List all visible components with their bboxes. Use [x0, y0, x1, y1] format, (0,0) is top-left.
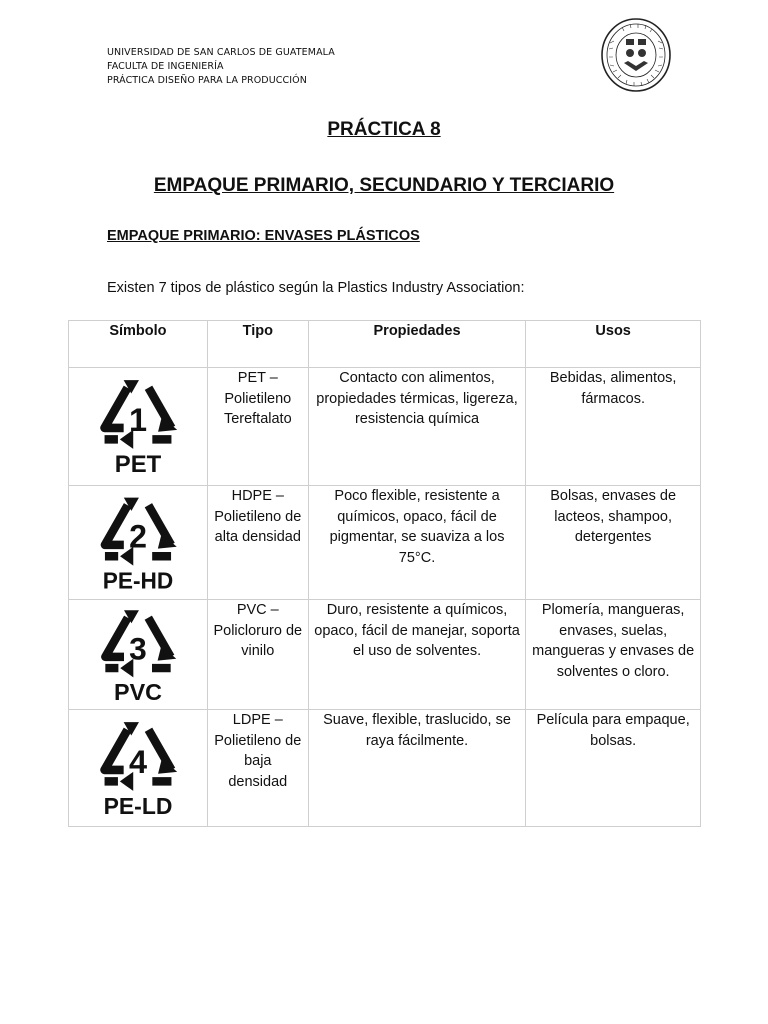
usos-cell: Bolsas, envases de lacteos, shampoo, detergentes: [526, 486, 701, 600]
column-header-tipo: Tipo: [207, 321, 308, 368]
university-seal-icon: [600, 17, 672, 93]
usos-cell: Película para empaque, bolsas.: [526, 710, 701, 827]
header-course: PRÁCTICA DISEÑO PARA LA PRODUCCIÓN: [107, 75, 307, 86]
header-university: UNIVERSIDAD DE SAN CARLOS DE GUATEMALA: [107, 47, 335, 58]
svg-text:PE-LD: PE-LD: [103, 792, 173, 819]
practice-subtitle: EMPAQUE PRIMARIO, SECUNDARIO Y TERCIARIO: [153, 175, 615, 196]
propiedades-cell: Poco flexible, resistente a químicos, opaco, fácil de pigmentar, se suaviza a los 75°C.: [308, 486, 526, 600]
document-header: [107, 46, 335, 88]
symbol-cell: [69, 710, 208, 827]
svg-text:3: 3: [129, 630, 147, 667]
practice-title: PRÁCTICA 8: [327, 119, 441, 140]
tipo-cell: LDPE – Polietileno de baja densidad: [207, 710, 308, 827]
tipo-cell: PVC – Policloruro de vinilo: [207, 600, 308, 710]
propiedades-cell: Suave, flexible, traslucido, se raya fácilmente.: [308, 710, 526, 827]
svg-text:PET: PET: [114, 450, 162, 478]
recycle-triangle-icon: [95, 492, 181, 594]
table-row: [69, 600, 701, 710]
svg-text:2: 2: [128, 518, 147, 555]
table-header-row: [69, 321, 701, 368]
propiedades-cell: Contacto con alimentos, propiedades térmicas, ligereza, resistencia química: [308, 368, 526, 486]
svg-text:4: 4: [128, 743, 147, 780]
section-heading: EMPAQUE PRIMARIO: ENVASES PLÁSTICOS: [107, 228, 420, 244]
intro-paragraph: Existen 7 tipos de plástico según la Plastics Industry Association:: [107, 280, 525, 296]
column-header-propiedades: Propiedades: [308, 321, 526, 368]
plastics-table: [68, 320, 701, 827]
column-header-simbolo: Símbolo: [69, 321, 208, 368]
recycle-triangle-icon: [96, 604, 180, 706]
column-header-usos: Usos: [526, 321, 701, 368]
header-faculty: FACULTA DE INGENIERÍA: [107, 61, 224, 72]
tipo-cell: PET – Polietileno Tereftalato: [207, 368, 308, 486]
table-row: [69, 710, 701, 827]
symbol-cell: [69, 486, 208, 600]
table-row: [69, 368, 701, 486]
recycle-triangle-icon: [95, 374, 181, 478]
svg-text:1: 1: [128, 401, 147, 438]
svg-text:PE-HD: PE-HD: [102, 567, 174, 594]
propiedades-cell: Duro, resistente a químicos, opaco, fácil de manejar, soporta el uso de solventes.: [308, 600, 526, 710]
tipo-cell: HDPE – Polietileno de alta densidad: [207, 486, 308, 600]
symbol-cell: [69, 368, 208, 486]
recycle-triangle-icon: [95, 716, 181, 820]
usos-cell: Bebidas, alimentos, fármacos.: [526, 368, 701, 486]
svg-text:PVC: PVC: [113, 678, 162, 705]
usos-cell: Plomería, mangueras, envases, suelas, mangueras y envases de solventes o cloro.: [526, 600, 701, 710]
table-row: [69, 486, 701, 600]
symbol-cell: [69, 600, 208, 710]
